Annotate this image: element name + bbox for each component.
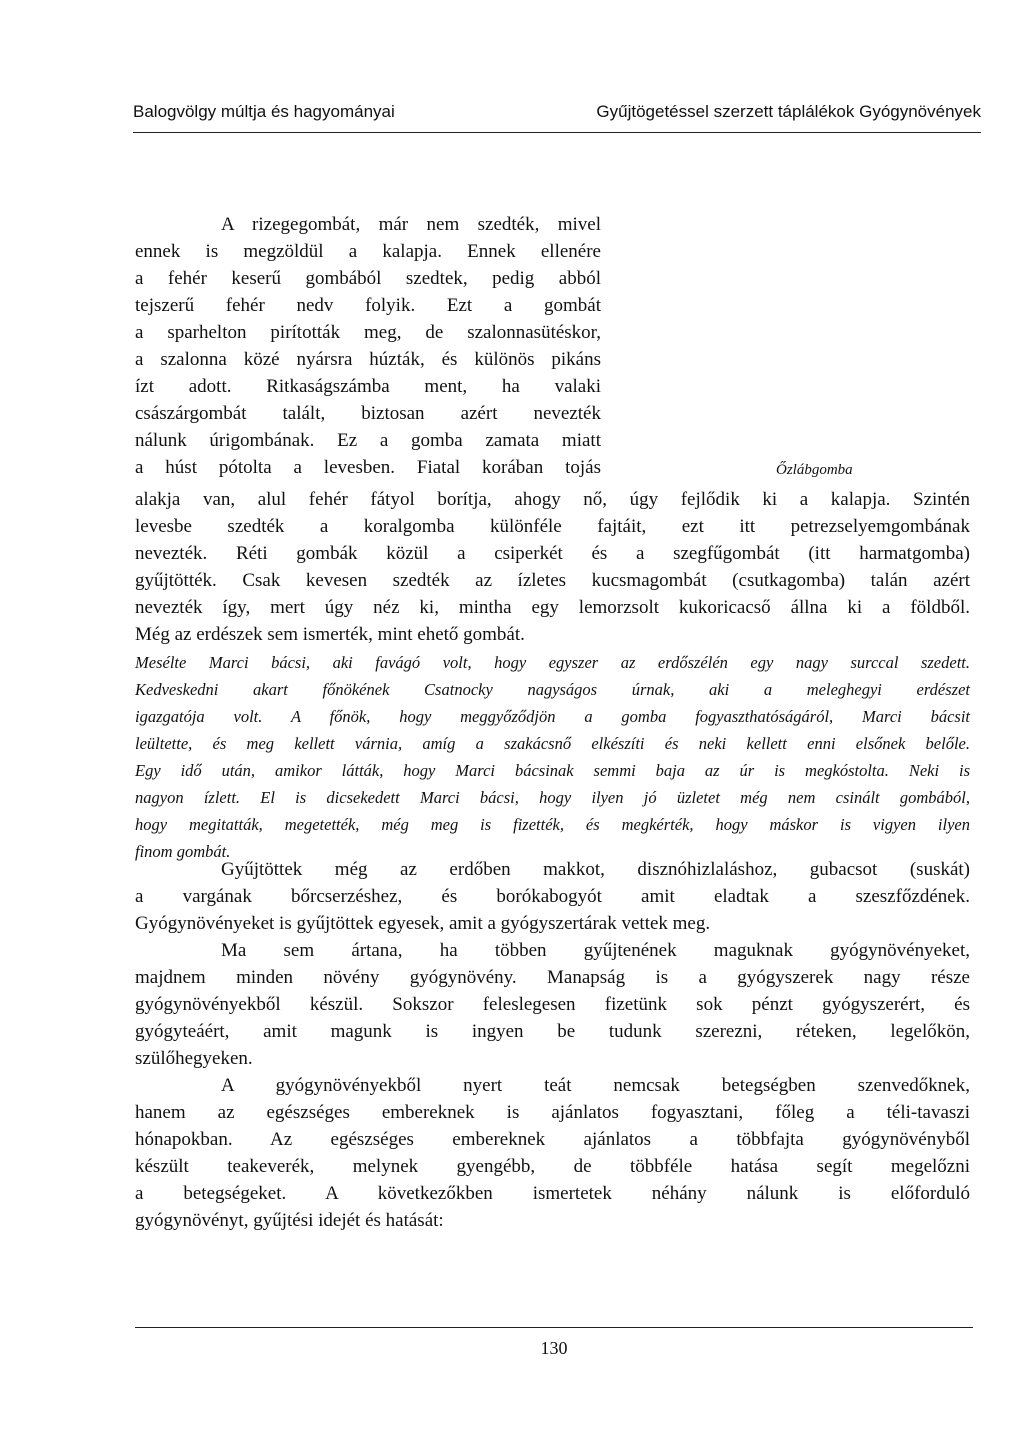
text-line: A gyógynövényekből nyert teát nemcsak betegségben szenvedőknek, — [221, 1075, 970, 1096]
header-chapter-title: Gyűjtögetéssel szerzett táplálékok Gyógynövények — [596, 102, 981, 121]
text-line: császárgombát talált, biztosan azért nevezték — [135, 403, 601, 424]
text-line: A rizegegombát, már nem szedték, mivel — [221, 214, 601, 235]
italic-line: Mesélte Marci bácsi, aki favágó volt, hogy egyszer az erdőszélén egy nagy surccal szedett. — [135, 653, 970, 672]
text-line: levesbe szedték a koralgomba különféle fajtáit, ezt itt petrezselyemgombának — [135, 516, 970, 537]
text-line: Még az erdészek sem ismerték, mint ehető gombát. — [135, 624, 525, 645]
text-line: a fehér keserű gombából szedtek, pedig abból — [135, 268, 601, 289]
text-line: a húst pótolta a levesben. Fiatal korában tojás — [135, 457, 601, 478]
text-line: készült teakeverék, melynek gyengébb, de többféle hatása segít megelőzni — [135, 1156, 970, 1177]
italic-line: igazgatója volt. A főnök, hogy meggyőződjön a gomba fogyaszthatóságáról, Marci bácsit — [135, 707, 970, 726]
italic-line: leültette, és meg kellett várnia, amíg a szakácsnő elkészíti és neki kellett enni elsőnek belőle. — [135, 734, 970, 753]
text-line: gyógynövényekből készül. Sokszor feleslegesen fizetünk sok pénzt gyógyszerért, és — [135, 994, 970, 1015]
image-caption: Őzlábgomba — [776, 462, 853, 478]
text-line: szülőhegyeken. — [135, 1048, 253, 1069]
italic-line: Kedveskedni akart főnökének Csatnocky nagyságos úrnak, aki a meleghegyi erdészet — [135, 680, 970, 699]
text-line: ízt adott. Ritkaságszámba ment, ha valaki — [135, 376, 601, 397]
text-line: gyógynövényt, gyűjtési idejét és hatását: — [135, 1210, 444, 1231]
italic-line: finom gombát. — [135, 842, 231, 861]
italic-line: Egy idő után, amikor látták, hogy Marci bácsinak semmi baja az úr is megkóstolta. Neki is — [135, 761, 970, 780]
text-line: majdnem minden növény gyógynövény. Manapság is a gyógyszerek nagy része — [135, 967, 970, 988]
text-line: a sparhelton pirították meg, de szalonnasütéskor, — [135, 322, 601, 343]
page-number: 130 — [540, 1338, 568, 1358]
header-book-title: Balogvölgy múltja és hagyományai — [133, 102, 395, 121]
text-line: Gyógynövényeket is gyűjtöttek egyesek, amit a gyógyszertárak vettek meg. — [135, 913, 711, 934]
italic-line: hogy megitatták, megetették, még meg is fizették, és megkérték, hogy máskor is vigyen ilyen — [135, 815, 970, 834]
text-line: a vargának bőrcserzéshez, és borókabogyót amit eladtak a szeszfőzdének. — [135, 886, 970, 907]
text-line: gyűjtötték. Csak kevesen szedték az ízletes kucsmagombát (csutkagomba) talán azért — [135, 570, 970, 591]
text-line: a betegségeket. A következőkben ismertetek néhány nálunk is előforduló — [135, 1183, 970, 1204]
text-line: gyógyteáért, amit magunk is ingyen be tudunk szerezni, réteken, legelőkön, — [135, 1021, 970, 1042]
text-line: ennek is megzöldül a kalapja. Ennek ellenére — [135, 241, 601, 262]
text-line: hanem az egészséges embereknek is ajánlatos fogyasztani, főleg a téli-tavaszi — [135, 1102, 970, 1123]
text-line: nevezték így, mert úgy néz ki, mintha egy lemorzsolt kukoricacső állna ki a földből. — [135, 597, 970, 618]
text-line: Gyűjtöttek még az erdőben makkot, disznóhizlaláshoz, gubacsot (suskát) — [221, 859, 970, 880]
text-line: tejszerű fehér nedv folyik. Ezt a gombát — [135, 295, 601, 316]
running-header — [133, 102, 981, 133]
italic-line: nagyon ízlett. El is dicsekedett Marci bácsi, hogy ilyen jó üzletet még nem csinált gombából, — [135, 788, 970, 807]
text-line: alakja van, alul fehér fátyol borítja, ahogy nő, úgy fejlődik ki a kalapja. Szintén — [135, 489, 970, 510]
text-line: Ma sem ártana, ha többen gyűjtenének maguknak gyógynövényeket, — [221, 940, 970, 961]
text-line: nevezték. Réti gombák közül a csiperkét és a szegfűgombát (itt harmatgomba) — [135, 543, 970, 564]
footer-rule — [135, 1327, 973, 1328]
text-line: nálunk úrigombának. Ez a gomba zamata miatt — [135, 430, 601, 451]
text-line: hónapokban. Az egészséges embereknek ajánlatos a többfajta gyógynövényből — [135, 1129, 970, 1150]
text-line: a szalonna közé nyársra húzták, és különös pikáns — [135, 349, 601, 370]
